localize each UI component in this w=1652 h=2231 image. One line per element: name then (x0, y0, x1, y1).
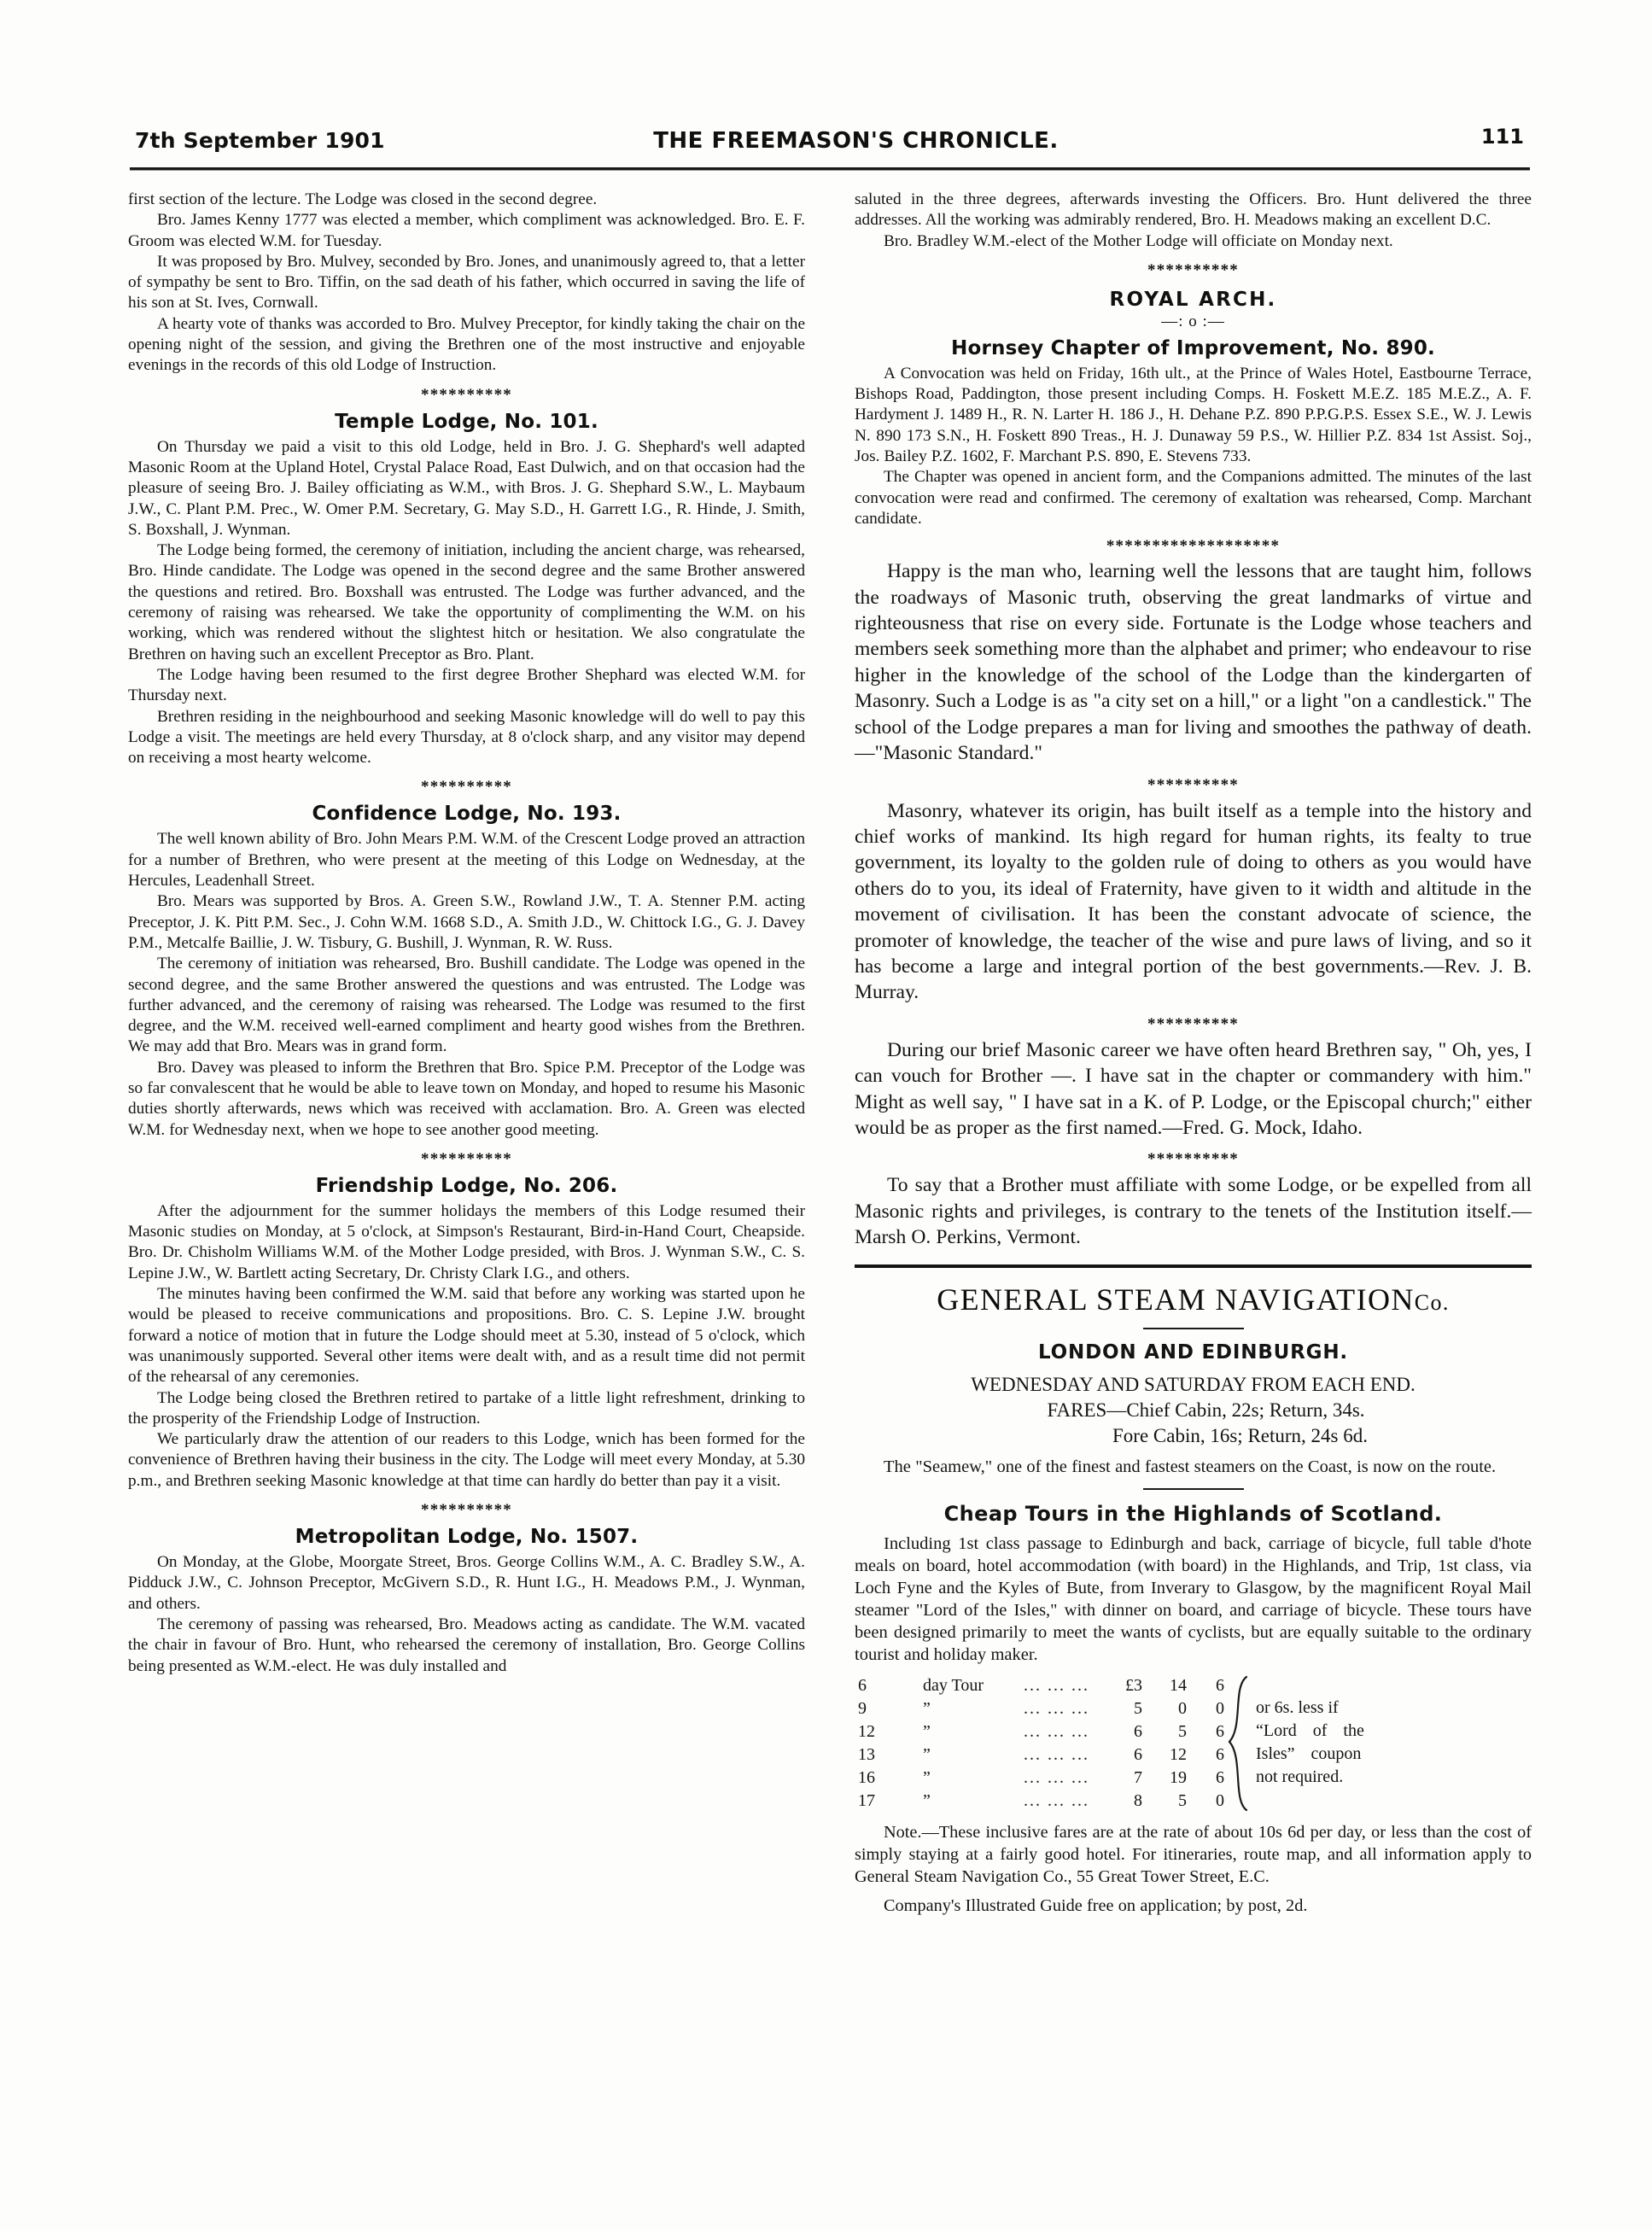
page-number: 111 (1480, 125, 1524, 149)
star-divider-long: ******************* (1106, 537, 1281, 556)
fare-unit: ” (923, 1721, 931, 1741)
coupon-note-line: Isles” coupon (1256, 1743, 1362, 1763)
fare-leader: ... ... ... (1024, 1698, 1089, 1718)
fare-pounds: 8 (1134, 1790, 1142, 1810)
paragraph: Bro. Mears was supported by Bros. A. Green S.W., Rowland J.W., T. A. Stenner P.M. acting Preceptor, J. K. Pitt P.M. Sec., J. Cohn W.M. 1668 S.D., A. Smith J.D., W. Chittock I.G., G. J. Davey P.M., Metcalfe Baillie, J. W. Tisbury, G. Bushill, J. Wynman, R. W. Russ. (128, 892, 805, 952)
fare-pence: 6 (1216, 1721, 1224, 1741)
paragraph: The well known ability of Bro. John Mears P.M. W.M. of the Crescent Lodge proved an attraction for a number of Brethren, who were present at the meeting of this Lodge on Wednesday, at the Hercules, Leadenhall Street. (128, 830, 805, 891)
ad-route: LONDON AND EDINBURGH. (1038, 1340, 1348, 1364)
table-row (855, 1720, 1258, 1743)
fare-shillings: 14 (1170, 1675, 1187, 1695)
paragraph: Bro. Davey was pleased to inform the Brethren that Bro. Spice P.M. Preceptor of the Lodge was so far convalescent that he would be able to leave town on Monday, and hoped to resume his Masonic duties shortly afterwards, news which was received with acclamation. Bro. A. Green was elected W.M. for Wednesday next, when we hope to see another good meeting. (128, 1058, 805, 1139)
fares-table (855, 1674, 1258, 1813)
dash-ornament: —: o :— (1161, 312, 1225, 330)
fare-shillings: 5 (1178, 1721, 1187, 1741)
fare-days: 9 (858, 1698, 867, 1718)
ad-fare-fore-cabin: Fore Cabin, 16s; Return, 24s 6d. (1112, 1424, 1368, 1446)
coupon-note-line: or 6s. less if (1256, 1697, 1339, 1717)
star-divider: ********** (421, 385, 512, 404)
paragraph: A hearty vote of thanks was accorded to Bro. Mulvey Preceptor, for kindly taking the chair on the opening night of the session, and giving the Brethren one of the most instructive and enjoyable evenings in the records of this old Lodge of Instruction. (128, 314, 805, 375)
fares-table-wrapper (855, 1674, 1532, 1813)
ad-guide-note: Company's Illustrated Guide free on application; by post, 2d. (884, 1895, 1308, 1915)
paragraph: The ceremony of initiation was rehearsed, Bro. Bushill candidate. The Lodge was opened in the second degree, and the same Brother answered the questions and was entrusted. The Lodge was further advanced, and the ceremony of raising was rehearsed. The Lodge was resumed to the first degree, and the W.M. received well-earned compliment and hearty good wishes from the Brethren. We may add that Bro. Mears was in grand form. (128, 955, 805, 1056)
publication-title: THE FREEMASON'S CHRONICLE. (653, 128, 1059, 154)
heading-royal-arch: ROYAL ARCH. (1109, 288, 1277, 311)
table-row (855, 1790, 1258, 1813)
fare-shillings: 12 (1170, 1744, 1187, 1764)
paragraph: After the adjournment for the summer holidays the members of this Lodge resumed their Masonic studies on Monday, at 5 o'clock, at Simpson's Restaurant, Bird-in-Hand Court, Cheapside. Bro. Dr. Chisholm Williams W.M. of the Mother Lodge presided, with Bros. J. Wynman S.W., C. S. Lepine J.W., W. Bartlett acting Secretary, Dr. Christy Clark I.G., and others. (128, 1201, 805, 1282)
paragraph: On Monday, at the Globe, Moorgate Street, Bros. George Collins W.M., A. C. Bradley S.W., A. Pidduck J.W., C. Johnson Preceptor, McGivern S.D., R. Hunt I.G., H. Meadows P.M., J. Wynman, and others. (128, 1553, 805, 1613)
ad-tours-body: Including 1st class passage to Edinburgh and back, carriage of bicycle, full table d'hote meals on board, hotel accommodation (with board) in the Highlands, and Trip, 1st class, via Loch Fyne and the Kyles of Bute, from Inverary to Glasgow, by the magnificent Royal Mail steamer "Lord of the Isles," with dinner on board, and carriage of bicycle. These tours have been designed primarily to meet the wants of cyclists, but are equally suitable to the ordinary tourist and holiday maker. (855, 1533, 1532, 1664)
star-divider: ********** (421, 1149, 512, 1168)
ad-top-rule (855, 1264, 1532, 1268)
ad-heading-cheap-tours: Cheap Tours in the Highlands of Scotland. (943, 1501, 1443, 1526)
essay-paragraph: To say that a Brother must affiliate with some Lodge, or be expelled from all Masonic rights and privileges, is contrary to the tenets of the Institution itself.—Marsh O. Perkins, Vermont. (855, 1174, 1532, 1249)
star-divider: ********** (1147, 1014, 1239, 1033)
fares-brace (1224, 1674, 1258, 1813)
fare-unit: ” (923, 1767, 931, 1787)
fare-pounds: 7 (1134, 1767, 1142, 1787)
fare-leader: ... ... ... (1024, 1675, 1089, 1695)
paragraph: The Lodge being closed the Brethren retired to partake of a little light refreshment, drinking to the prosperity of the Friendship Lodge of Instruction. (128, 1388, 805, 1428)
star-divider: ********** (421, 1501, 512, 1520)
heading-temple-lodge: Temple Lodge, No. 101. (335, 410, 598, 433)
left-column (128, 190, 805, 1917)
ad-note: Note.—These inclusive fares are at the rate of about 10s 6d per day, or less than the cost of simply staying at a fairly good hotel. For itineraries, route map, and all information apply to General Steam Navigation Co., 55 Great Tower Street, E.C. (855, 1822, 1532, 1886)
essay-paragraph: Happy is the man who, learning well the lessons that are taught him, follows the roadways of Masonic truth, observing the great landmarks of virtue and righteousness that rise on every side. Fortunate is the Lodge whose teachers and members seek something more than the alphabet and primer; who endeavour to rise higher in the knowledge of the school of the Lodge than the kindergarten of Masonry. Such a Lodge is as "a city set on a hill," or a light "on a candlestick." The school of the Lodge prepares a man for living and smoothes the pathway of death.—"Masonic Standard." (855, 560, 1532, 765)
coupon-note (1256, 1697, 1503, 1789)
star-divider: ********** (421, 778, 512, 797)
fare-shillings: 0 (1178, 1698, 1187, 1718)
fare-pence: 0 (1216, 1790, 1224, 1810)
table-row (855, 1743, 1258, 1767)
paragraph: saluted in the three degrees, afterwards investing the Officers. Bro. Hunt delivered the three addresses. All the working was admirably rendered, Bro. H. Meadows making an excellent D.C. (855, 190, 1532, 230)
fare-pence: 6 (1216, 1767, 1224, 1787)
table-row (855, 1674, 1258, 1697)
paragraph: first section of the lecture. The Lodge was closed in the second degree. (128, 190, 598, 208)
heading-confidence-lodge: Confidence Lodge, No. 193. (312, 803, 622, 826)
table-row (855, 1767, 1258, 1790)
advertisement-general-steam-navigation (855, 1264, 1532, 1917)
heading-friendship-lodge: Friendship Lodge, No. 206. (315, 1174, 618, 1197)
ad-schedule: WEDNESDAY AND SATURDAY FROM EACH END. (971, 1373, 1416, 1395)
fare-leader: ... ... ... (1024, 1767, 1089, 1787)
ad-fare-chief-cabin: FARES—Chief Cabin, 22s; Return, 34s. (1047, 1399, 1365, 1421)
fare-pounds: 6 (1134, 1721, 1142, 1741)
fare-unit: day Tour (923, 1675, 984, 1695)
paragraph: A Convocation was held on Friday, 16th ult., at the Prince of Wales Hotel, Eastbourne Terrace, Bishops Road, Paddington, those present including Comps. H. Foskett M.E.Z. 185 M.E.Z., A. F. Hardyment J. 1489 H., R. N. Larter H. 186 J., H. Dehane P.Z. 890 P.P.G.P.S. Essex S.E., W. J. Lewis N. 890 173 S.N., H. Foskett 890 Treas., H. J. Dunaway 59 P.S., W. Hillier P.Z. 834 1st Assist. Soj., Jos. Bailey P.Z. 1602, F. Marchant P.S. 890, E. Stevens 733. (855, 364, 1532, 466)
essay-paragraph: During our brief Masonic career we have often heard Brethren say, " Oh, yes, I can vouch for Brother —. I have sat in the chapter or commandery with him." Might as well say, " I have sat in a K. of P. Lodge, or the Episcopal church;" either would be as proper as the first named.—Fred. G. Mock, Idaho. (855, 1038, 1532, 1139)
paragraph: Bro. James Kenny 1777 was elected a member, which compliment was acknowledged. Bro. E. F. Groom was elected W.M. for Tuesday. (128, 211, 805, 250)
fare-unit: ” (923, 1744, 931, 1764)
fare-unit: ” (923, 1698, 931, 1718)
fare-pounds: £3 (1125, 1675, 1142, 1695)
paragraph: The Lodge having been resumed to the first degree Brother Shephard was elected W.M. for Thursday next. (128, 665, 805, 705)
fare-days: 6 (858, 1675, 867, 1695)
ad-divider-rule-2 (1143, 1488, 1244, 1490)
running-head (128, 125, 1532, 179)
fare-pounds: 5 (1134, 1698, 1142, 1718)
fare-pence: 0 (1216, 1698, 1224, 1718)
ad-title-main: GENERAL STEAM NAVIGATION (937, 1282, 1415, 1317)
paragraph: The Chapter was opened in ancient form, and the Companions admitted. The minutes of the last convocation were read and confirmed. The ceremony of exaltation was rehearsed, Comp. Marchant candidate. (855, 468, 1532, 528)
ad-title-suffix: Co. (1414, 1289, 1450, 1315)
heading-metropolitan-lodge: Metropolitan Lodge, No. 1507. (295, 1526, 639, 1549)
fare-shillings: 5 (1178, 1790, 1187, 1810)
fare-days: 16 (858, 1767, 875, 1787)
coupon-note-line: not required. (1256, 1767, 1344, 1786)
essay-paragraph: Masonry, whatever its origin, has built itself as a temple into the history and chief works of mankind. Its high regard for human rights, its fealty to true government, its loyalty to the golden rule of doing to others as you would have others do to you, its ideal of Fraternity, have given to it width and altitude in the movement of civilisation. It has been the constant advocate of science, the promoter of knowledge, the teacher of the wise and pure laws of living, and so it has become a large and integral portion of the best governments.—Rev. J. B. Murray. (855, 799, 1532, 1004)
fare-pence: 6 (1216, 1744, 1224, 1764)
body-columns (128, 190, 1532, 1917)
fare-pounds: 6 (1134, 1744, 1142, 1764)
fare-leader: ... ... ... (1024, 1721, 1089, 1741)
fare-days: 17 (858, 1790, 875, 1810)
paragraph: It was proposed by Bro. Mulvey, seconded by Bro. Jones, and unanimously agreed to, that a letter of sympathy be sent to Bro. Tiffin, on the sad death of his father, which occurred in saving the life of his son at St. Ives, Cornwall. (128, 252, 805, 312)
paragraph: We particularly draw the attention of our readers to this Lodge, wnich has been formed for the convenience of Brethren having their business in the city. The Lodge will meet every Monday, at 5.30 p.m., and Brethren seeking Masonic knowledge at that time can hardly do better than pay it a visit. (128, 1430, 805, 1490)
issue-date: 7th September 1901 (135, 128, 385, 153)
star-divider: ********** (1147, 775, 1239, 794)
fare-days: 13 (858, 1744, 875, 1764)
fare-unit: ” (923, 1790, 931, 1810)
star-divider: ********** (1147, 1150, 1239, 1169)
masthead-rule (130, 167, 1530, 170)
fare-days: 12 (858, 1721, 875, 1741)
star-divider: ********** (1147, 260, 1239, 279)
paragraph: On Thursday we paid a visit to this old Lodge, held in Bro. J. G. Shephard's well adapted Masonic Room at the Upland Hotel, Crystal Palace Road, East Dulwich, and on that occasion had the pleasure of seeing Bro. J. Bailey officiating as W.M., with Bros. J. G. Shephard S.W., L. Maybaum J.W., C. Plant P.M. Prec., W. Omer P.M. Secretary, G. May S.D., H. Garrett I.G., R. Hinde, J. Smith, S. Boxshall, J. Wynman. (128, 437, 805, 539)
paragraph: The Lodge being formed, the ceremony of initiation, including the ancient charge, was rehearsed, Bro. Hinde candidate. The Lodge was opened in the second degree and the same Brother answered the questions and retired. Bro. Boxshall was entrusted. The Lodge was further advanced, and the ceremony of raising was rehearsed. We take the opportunity of complimenting the W.M. on his working, which was rendered without the slightest hitch or hesitation. We also congratulate the Brethren on having such an excellent Preceptor as Bro. Plant. (128, 541, 805, 663)
paragraph: Bro. Bradley W.M.-elect of the Mother Lodge will officiate on Monday next. (884, 231, 1393, 250)
paragraph: The minutes having been confirmed the W.M. said that before any working was started upon he would be pleased to receive communications and propositions. Bro. C. S. Lepine J.W. brought forward a notice of motion that in future the Lodge should meet at 5.30, instead of 5 o'clock, which was unanimously supported. Several other items were dealt with, and as a result time did not permit of the rehearsal of any ceremonies. (128, 1285, 805, 1387)
ad-steamer-note: The "Seamew," one of the finest and fastest steamers on the Coast, is now on the route. (884, 1457, 1497, 1476)
fare-shillings: 19 (1170, 1767, 1187, 1787)
paragraph: Brethren residing in the neighbourhood and seeking Masonic knowledge will do well to pay this Lodge a visit. The meetings are held every Thursday, at 8 o'clock sharp, and any visitor may depend on receiving a most hearty welcome. (128, 707, 805, 768)
fare-leader: ... ... ... (1024, 1790, 1089, 1810)
right-column (855, 190, 1532, 1917)
coupon-note-line: “Lord of the (1256, 1720, 1364, 1740)
paragraph: The ceremony of passing was rehearsed, Bro. Meadows acting as candidate. The W.M. vacated the chair in favour of Bro. Hunt, who rehearsed the ceremony of installation, Bro. George Collins being presented as W.M.-elect. He was duly installed and (128, 1615, 805, 1675)
heading-hornsey-chapter: Hornsey Chapter of Improvement, No. 890. (951, 336, 1435, 359)
ad-divider-rule (1143, 1328, 1244, 1329)
fare-leader: ... ... ... (1024, 1744, 1089, 1764)
ad-title (855, 1282, 1532, 1317)
table-row (855, 1697, 1258, 1720)
fare-pence: 6 (1216, 1675, 1224, 1695)
